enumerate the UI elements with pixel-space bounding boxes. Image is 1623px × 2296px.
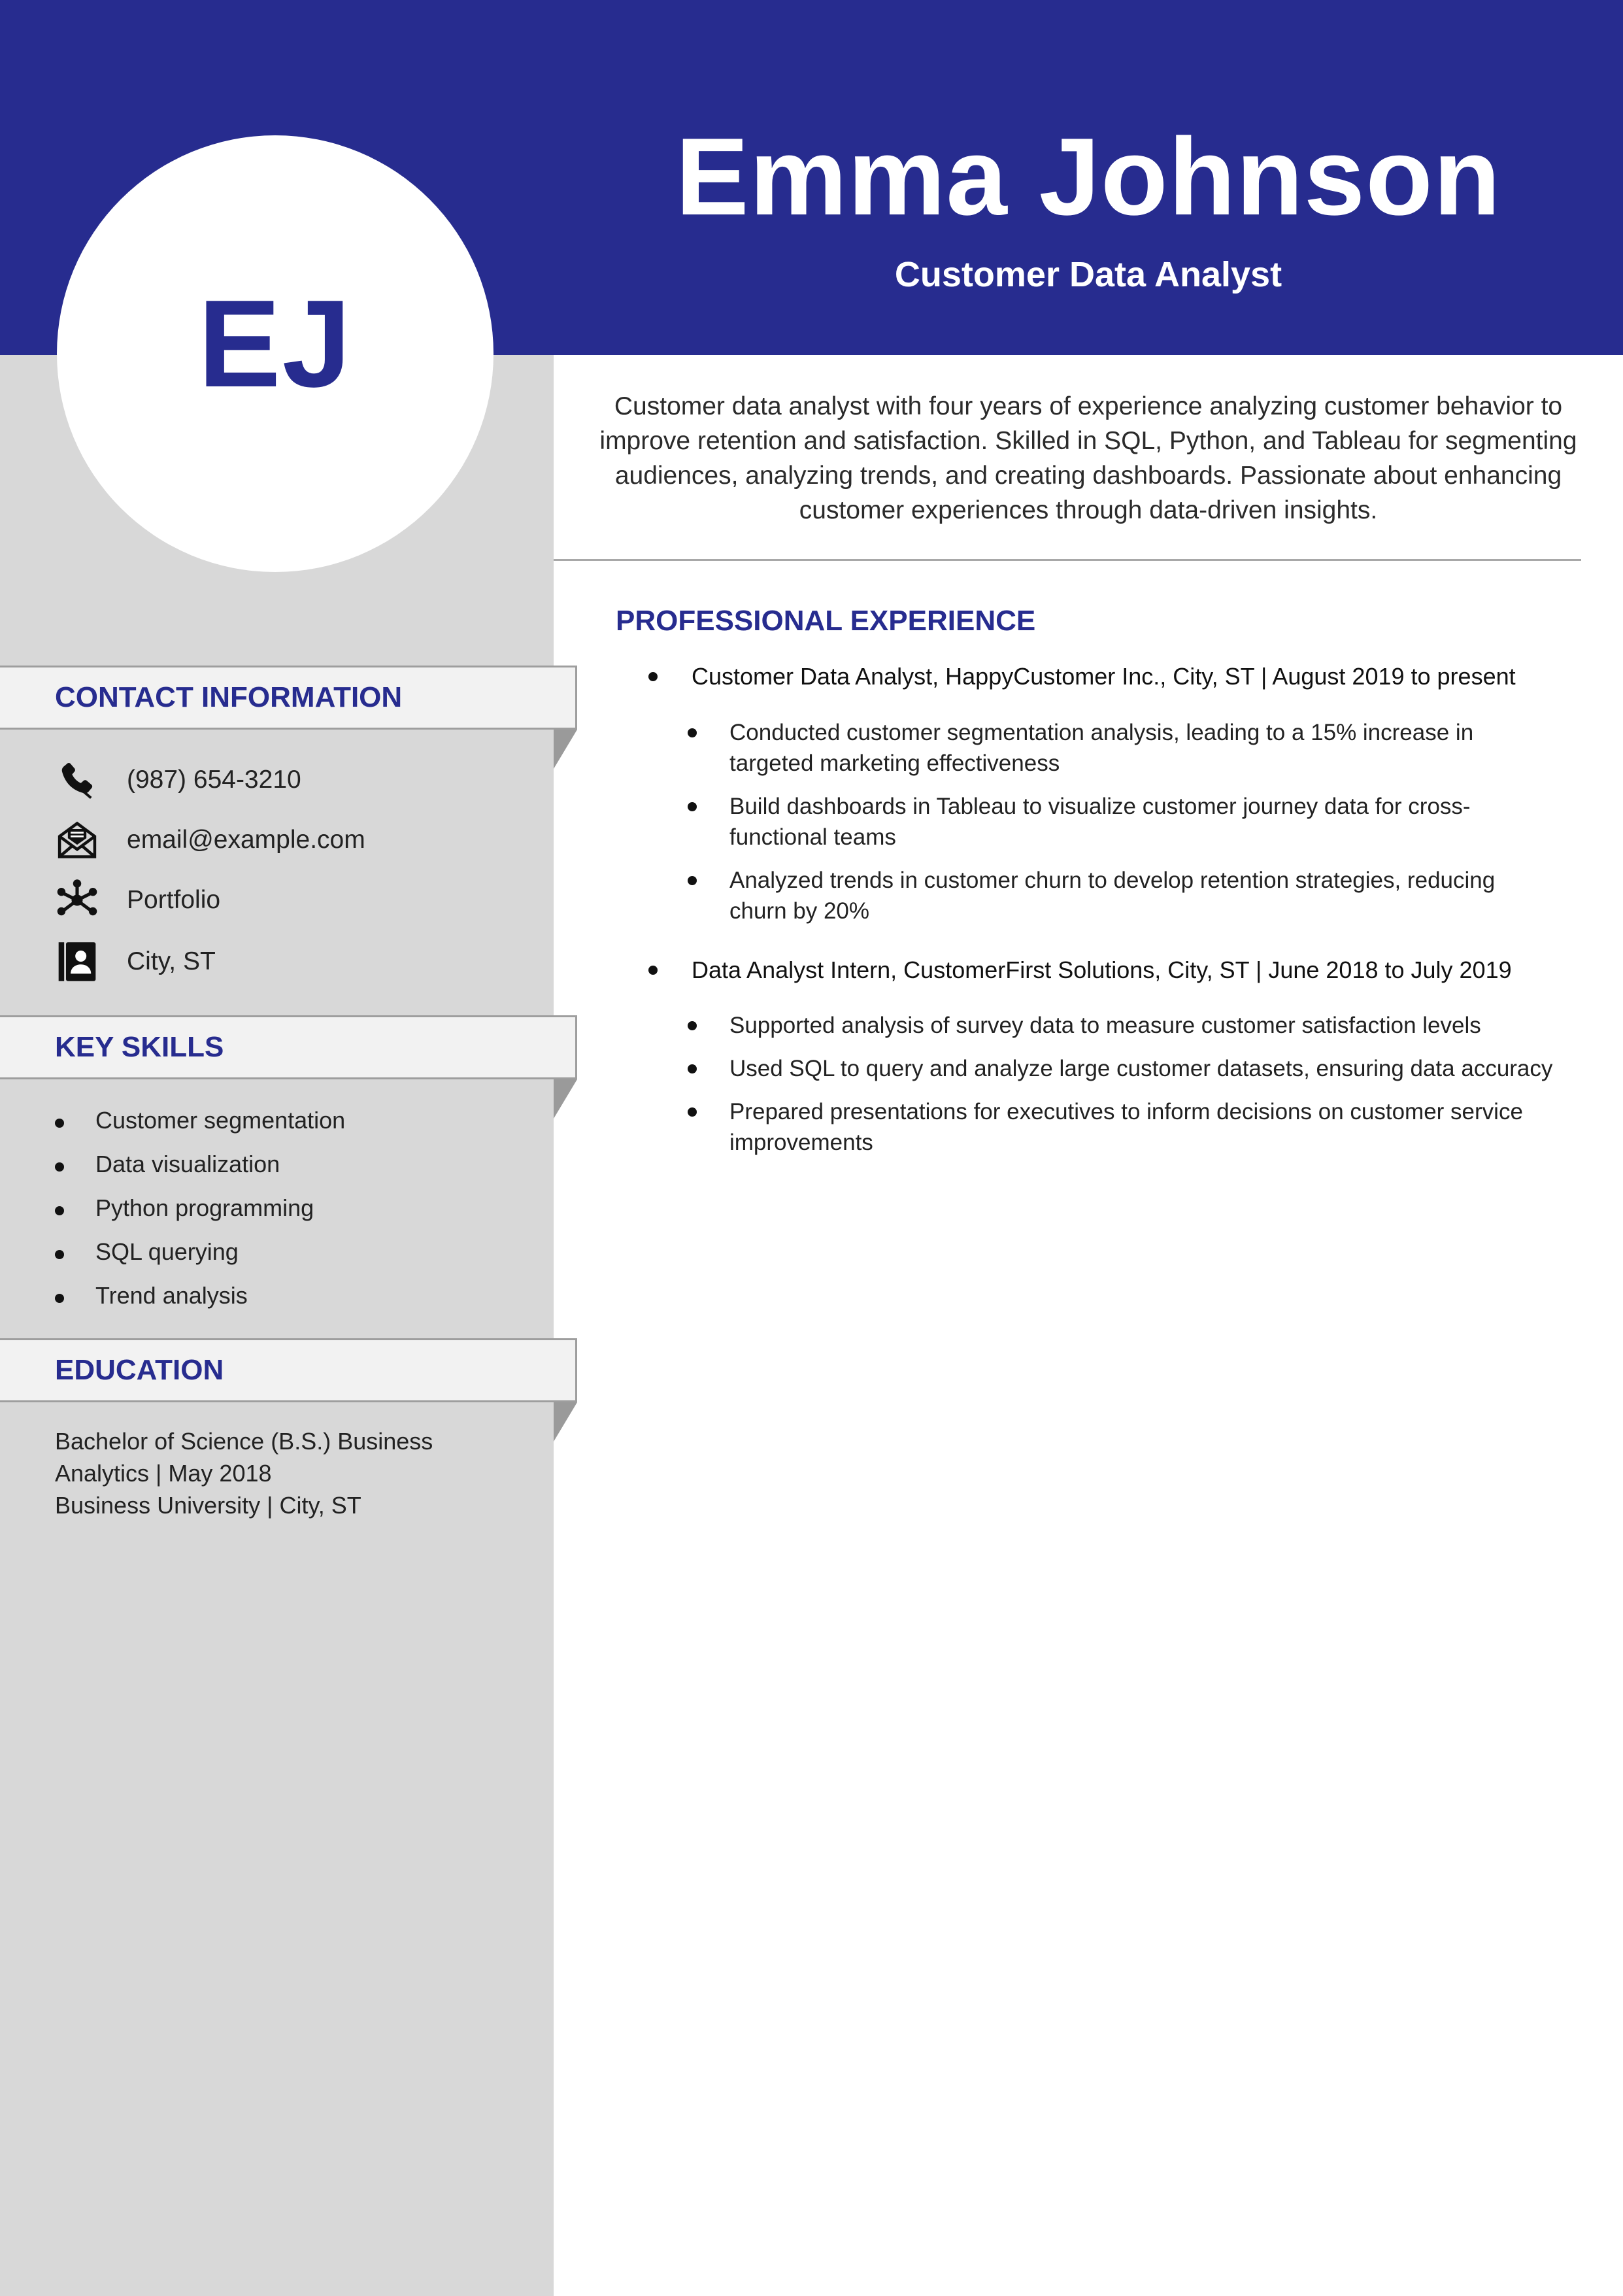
experience-heading: PROFESSIONAL EXPERIENCE [616,605,1036,637]
list-item: Trend analysis [55,1274,345,1317]
ribbon-fold [554,730,577,769]
list-item: Build dashboards in Tableau to visualize customer journey data for cross-functional teams [688,791,1557,853]
divider [554,559,1581,561]
list-item: Data visualization [55,1142,345,1186]
candidate-title: Customer Data Analyst [894,255,1282,294]
skills-heading: KEY SKILLS [55,1031,224,1063]
contact-portfolio[interactable] [55,877,221,923]
contact-heading: CONTACT INFORMATION [55,681,403,713]
phone-icon [55,758,99,802]
contact-card-icon [55,939,99,984]
email-text[interactable]: email@example.com [127,826,365,854]
list-item: SQL querying [55,1230,345,1274]
education-heading: EDUCATION [55,1354,224,1386]
location-text: City, ST [127,947,216,975]
education-section-header [0,1338,577,1402]
job-bullets [688,717,1557,939]
list-item: Conducted customer segmentation analysis, leading to a 15% increase in targeted marketing effectiveness [688,717,1557,779]
job-title: Customer Data Analyst, HappyCustomer Inc., City, ST | August 2019 to present [651,660,1579,693]
list-item: Prepared presentations for executives to inform decisions on customer service improvements [688,1096,1557,1158]
ribbon-fold [554,1402,577,1442]
skills-list [55,1098,345,1317]
phone-text: (987) 654-3210 [127,766,301,794]
avatar [57,135,494,572]
ribbon-fold [554,1079,577,1119]
network-icon [55,878,99,922]
education-entry [55,1425,499,1521]
contact-email[interactable] [55,817,365,863]
list-item: Python programming [55,1186,345,1230]
candidate-name: Emma Johnson [675,115,1501,238]
list-item: Supported analysis of survey data to measure customer satisfaction levels [688,1010,1557,1041]
list-item: Analyzed trends in customer churn to develop retention strategies, reducing churn by 20% [688,865,1557,926]
skills-section-header [0,1015,577,1079]
contact-phone [55,757,301,803]
job-bullets [688,1010,1557,1170]
envelope-icon [55,818,99,862]
education-school: Business University | City, ST [55,1492,361,1519]
contact-location [55,939,216,985]
job-title: Data Analyst Intern, CustomerFirst Solutions, City, ST | June 2018 to July 2019 [651,954,1579,987]
contact-section-header [0,666,577,730]
list-item: Used SQL to query and analyze large customer datasets, ensuring data accuracy [688,1053,1557,1084]
list-item: Customer segmentation [55,1098,345,1142]
portfolio-link[interactable]: Portfolio [127,886,221,914]
education-degree: Bachelor of Science (B.S.) Business Analytics | May 2018 [55,1428,433,1487]
professional-summary: Customer data analyst with four years of experience analyzing customer behavior to improve retention and satisfaction. Skilled in SQL, Python, and Tableau for segmenting audiences, analyzing trends, and creating dashboards. Passionate about enhancing customer experiences through data-driven insights. [599,392,1577,524]
avatar-initials: EJ [197,275,353,413]
